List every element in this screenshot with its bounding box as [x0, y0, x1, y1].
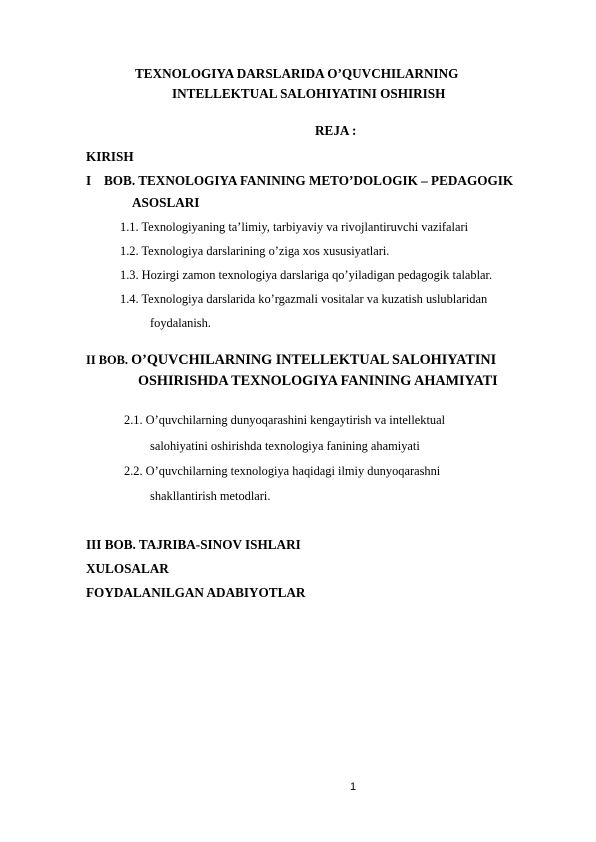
chapter2-heading-line-1 [86, 351, 496, 369]
title-line-2: INTELLEKTUAL SALOHIYATINI OSHIRISH [172, 86, 446, 101]
page-number: 1 [350, 781, 357, 793]
chapter1-item-4-continuation: foydalanish. [150, 316, 211, 330]
chapter1-title-line-2: ASOSLARI [132, 195, 200, 210]
intro-heading: KIRISH [86, 149, 134, 164]
chapter1-item-3: 1.3. Hozirgi zamon texnologiya darslariga qo’yiladigan pedagogik talablar. [120, 268, 493, 282]
chapter1-item-1: 1.1. Texnologiyaning ta’limiy, tarbiyaviy va rivojlantiruvchi vazifalari [120, 220, 469, 234]
chapter2-title-line-2: OSHIRISHDA TEXNOLOGIYA FANINING AHAMIYATI [138, 373, 498, 389]
chapter2-item-2-line-1: 2.2. O’quvchilarning texnologiya haqidagi ilmiy dunyoqarashni [124, 464, 441, 478]
references-heading: FOYDALANILGAN ADABIYOTLAR [86, 585, 306, 600]
chapter1-number: I [86, 173, 92, 188]
chapter2-prefix: II BOB. [86, 353, 132, 367]
chapter2-item-2-line-2: shakllantirish metodlari. [150, 489, 271, 503]
plan-heading: REJA : [315, 123, 357, 138]
conclusions-heading: XULOSALAR [86, 561, 169, 576]
chapter1-title-line-1: BOB. TEXNOLOGIYA FANINING METO’DOLOGIK – PEDAGOGIK [104, 173, 514, 188]
chapter3-heading: III BOB. TAJRIBA-SINOV ISHLARI [86, 537, 301, 552]
chapter1-item-4: 1.4. Texnologiya darslarida ko’rgazmali vositalar va kuzatish uslublaridan [120, 292, 488, 306]
chapter2-title-line-1: O’QUVCHILARNING INTELLEKTUAL SALOHIYATINI [131, 352, 497, 368]
chapter2-item-1-line-1: 2.1. O’quvchilarning dunyoqarashini kengaytirish va intellektual [124, 413, 446, 427]
chapter1-item-2: 1.2. Texnologiya darslarining o’ziga xos xususiyatlari. [120, 244, 390, 258]
chapter2-item-1-line-2: salohiyatini oshirishda texnologiya fanining ahamiyati [150, 439, 420, 453]
title-line-1: TEXNOLOGIYA DARSLARIDA O’QUVCHILARNING [135, 66, 459, 81]
